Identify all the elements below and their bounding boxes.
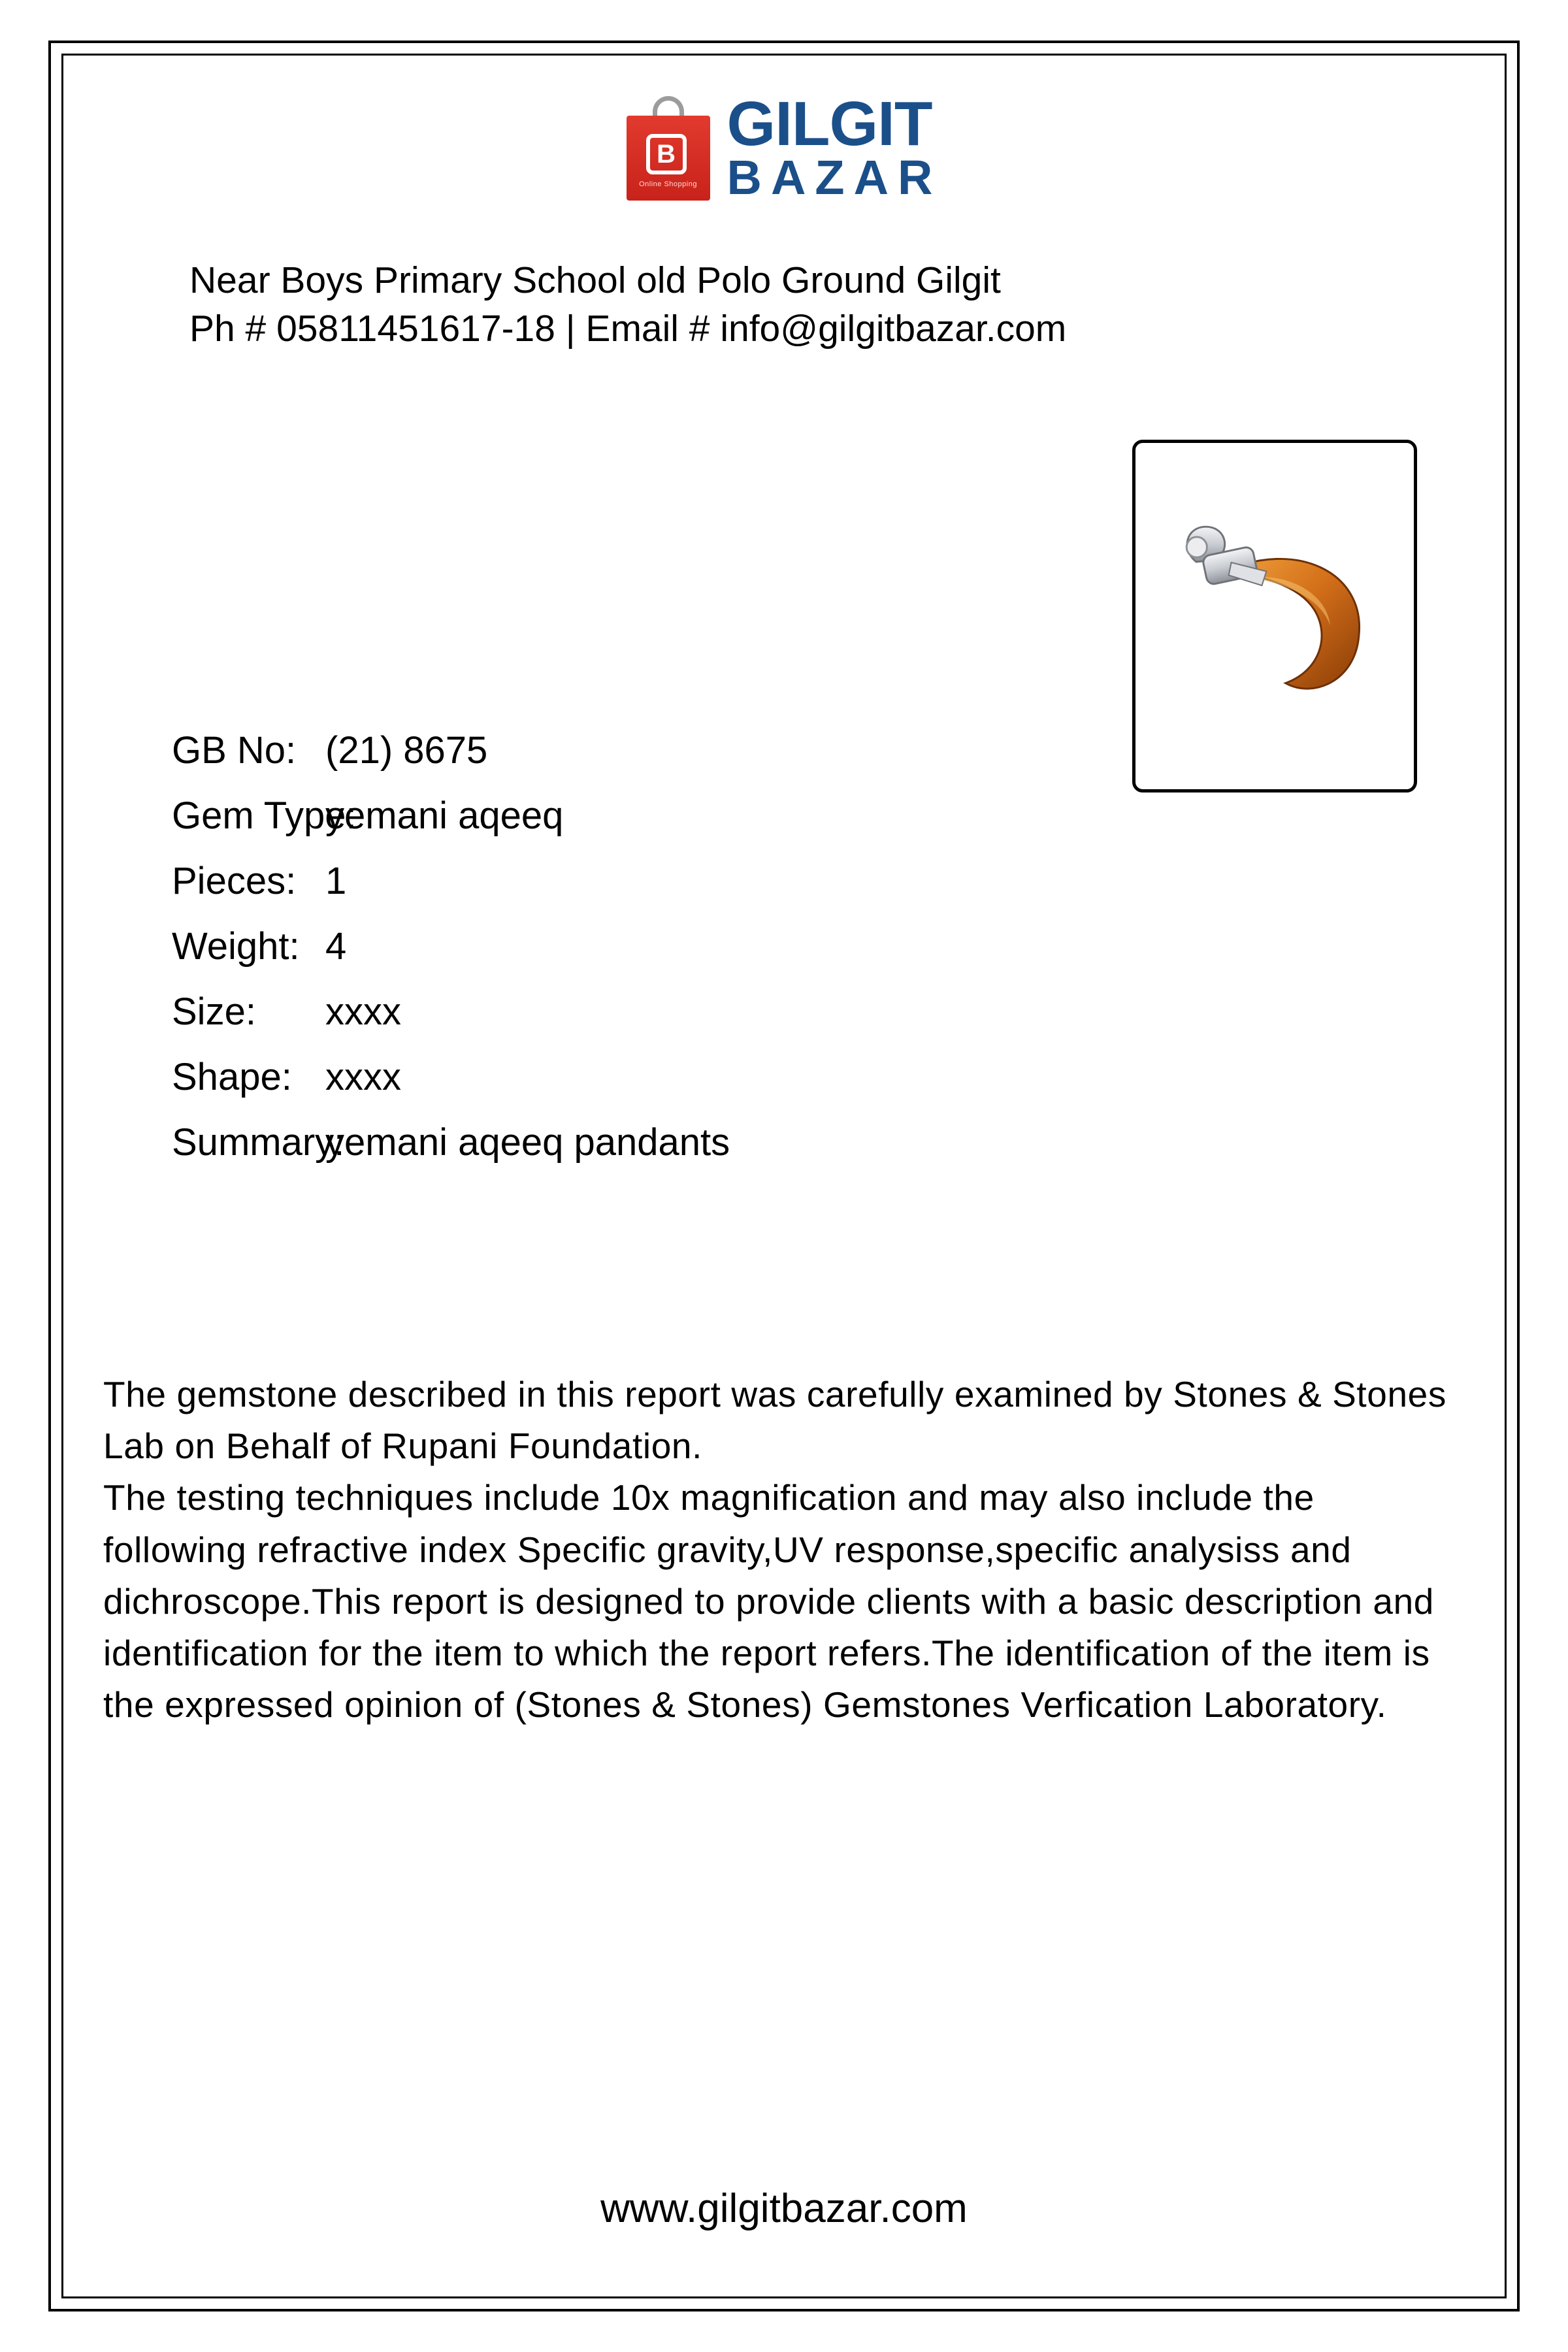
detail-row-summary [172,1120,1152,1186]
detail-row-gem-type [172,794,1152,859]
detail-row-pieces [172,859,1152,924]
detail-value: 1 [325,860,347,902]
report-body [103,1369,1462,1731]
logo-text-gilgit: GILGIT [727,88,932,159]
detail-row-shape [172,1055,1152,1120]
report-paragraph-2: The testing techniques include 10x magnification and may also include the following refractive index Specific gravity,UV response,specific analysiss and dichroscope.This report is designed to provide clients with a basic description and identification for the item to which the report refers.The identification of the item is the expressed opinion of (Stones & Stones) Gemstones Verfication Laboratory. [103,1477,1434,1725]
report-paragraph-1: The gemstone described in this report was carefully examined by Stones & Stones Lab on Behalf of Rupani Foundation. [103,1374,1446,1467]
bag-subtext: Online Shopping [639,180,697,188]
detail-value: yemani aqeeq [325,794,564,837]
detail-value: yemani aqeeq pandants [325,1121,730,1164]
detail-row-weight [172,924,1152,990]
detail-label: Shape: [172,1056,292,1098]
shopping-bag-icon [627,95,710,201]
detail-label: GB No: [172,729,297,772]
gem-details-list [172,728,1152,1186]
footer-website[interactable]: www.gilgitbazar.com [600,2186,968,2231]
bag-letter: B [646,134,687,174]
detail-label: Summary: [172,1121,345,1164]
detail-label: Weight: [172,925,300,968]
address-line-1: Near Boys Primary School old Polo Ground Gilgit [189,259,1001,301]
gemstone-pendant-illustration [1135,443,1414,789]
detail-label: Pieces: [172,860,297,902]
company-logo [0,88,1568,205]
detail-value: xxxx [325,990,401,1033]
company-address [189,256,1431,353]
address-line-2: Ph # 05811451617-18 | Email # info@gilgitbazar.com [189,308,1067,350]
detail-label: Size: [172,990,256,1033]
gemstone-photo [1132,440,1417,792]
detail-row-gb-no [172,728,1152,794]
detail-value: xxxx [325,1056,401,1098]
detail-label: Gem Type: [172,794,357,837]
detail-value: (21) 8675 [325,729,488,772]
detail-row-size [172,990,1152,1055]
detail-value: 4 [325,925,347,968]
logo-text-bazar: BAZAR [727,150,942,205]
